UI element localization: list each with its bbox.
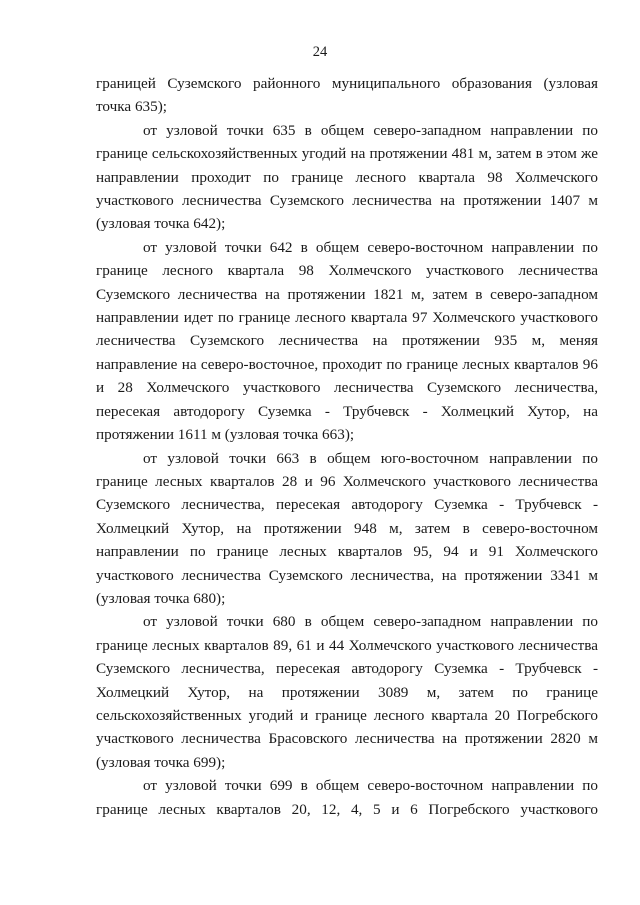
- paragraph: от узловой точки 663 в общем юго-восточном направлении по границе лесных кварталов 28 и 96 Холмечского участкового лесничества Суземского лесничества, пересекая автодорогу Суземка - Трубчевск - Холмецкий Хутор, на протяжении 948 м, затем в северо-восточном направлении по границе лесных кварталов 95, 94 и 91 Холмечского участкового лесничества Суземского лесничества, на протяжении 3341 м (узловая точка 680);: [96, 449, 598, 607]
- paragraph: от узловой точки 635 в общем северо-западном направлении по границе сельскохозяйственных угодий на протяжении 481 м, затем в этом же направлении проходит по границе лесного квартала 98 Холмечского участкового лесничества Суземского лесничества на протяжении 1407 м (узловая точка 642);: [96, 121, 598, 233]
- paragraph-continuation: границей Суземского районного муниципального образования (узловая точка 635);: [96, 75, 598, 116]
- paragraph: от узловой точки 642 в общем северо-восточном направлении по границе лесного квартала 98 Холмечского участкового лесничества Суземского лесничества на протяжении 1821 м, затем в северо-западном направлении идет по границе лесного квартала 97 Холмечского участкового лесничества Суземского лесничества на протяжении 935 м, меняя направление на северо-восточное, проходит по границе лесных кварталов 96 и 28 Холмечского участкового лесничества Суземского лесничества, пересекая автодорогу Суземка - Трубчевск - Холмецкий Хутор, на протяжении 1611 м (узловая точка 663);: [96, 238, 598, 444]
- document-body: [96, 72, 598, 821]
- paragraph-continued-next-page: от узловой точки 699 в общем северо-восточном направлении по границе лесных кварталов 20, 12, 4, 5 и 6 Погребского участкового: [96, 777, 598, 818]
- page-number: 24: [312, 44, 328, 60]
- paragraph: от узловой точки 680 в общем северо-западном направлении по границе лесных кварталов 89, 61 и 44 Холмечского участкового лесничества Суземского лесничества, пересекая автодорогу Суземка - Трубчевск - Холмецкий Хутор, на протяжении 3089 м, затем по границе сельскохозяйственных угодий и границе лесного квартала 20 Погребского участкового лесничества Брасовского лесничества на протяжении 2820 м (узловая точка 699);: [96, 613, 598, 771]
